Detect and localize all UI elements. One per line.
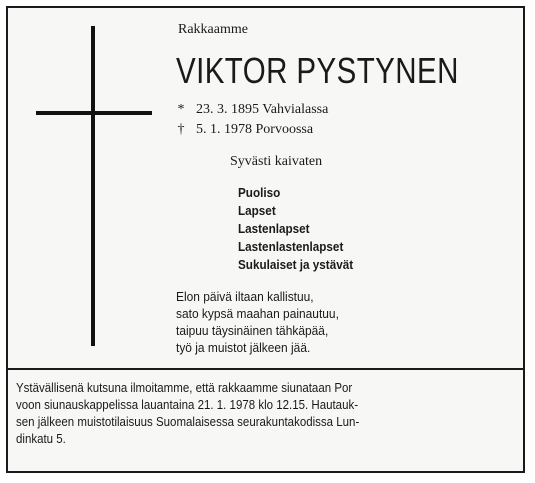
birth-symbol: * [177, 102, 185, 117]
mourner-item: Puoliso [238, 185, 281, 200]
poem-line: sato kypsä maahan painautuu, [176, 306, 339, 321]
funeral-announcement [16, 380, 516, 448]
life-dates [176, 100, 328, 140]
cross-icon [91, 26, 95, 346]
death-row [176, 120, 328, 140]
mourner-item: Lastenlastenlapset [238, 239, 344, 254]
birth-date: 23. 3. 1895 Vahvialassa [196, 102, 329, 117]
birth-row [176, 100, 328, 120]
obituary-notice [6, 6, 525, 473]
poem-line: taipuu täysinäinen tähkäpää, [176, 323, 329, 338]
death-date: 5. 1. 1978 Porvoossa [196, 122, 314, 137]
announcement-line: dinkatu 5. [16, 432, 66, 446]
announcement-line: sen jälkeen muistotilaisuus Suomalaisessa seurakuntakodissa Lun- [16, 415, 360, 429]
section-divider [8, 368, 523, 370]
mourner-item: Lastenlapset [238, 221, 310, 236]
announcement-line: voon siunauskappelissa lauantaina 21. 1. 1978 klo 12.15. Hautauk- [16, 398, 359, 412]
mourning-text: Syvästi kaivaten [230, 154, 323, 169]
deceased-name: VIKTOR PYSTYNEN [176, 50, 459, 91]
intro-text: Rakkaamme [178, 22, 248, 37]
poem [176, 288, 339, 356]
mourners-list [238, 184, 353, 274]
cross-icon-crossbar [36, 111, 152, 115]
mourner-item: Lapset [238, 203, 276, 218]
mourner-item: Sukulaiset ja ystävät [238, 257, 354, 272]
death-symbol: † [177, 122, 185, 137]
poem-line: Elon päivä iltaan kallistuu, [176, 289, 314, 304]
announcement-line: Ystävällisenä kutsuna ilmoitamme, että rakkaamme siunataan Por [16, 381, 353, 395]
poem-line: työ ja muistot jälkeen jää. [176, 340, 311, 355]
